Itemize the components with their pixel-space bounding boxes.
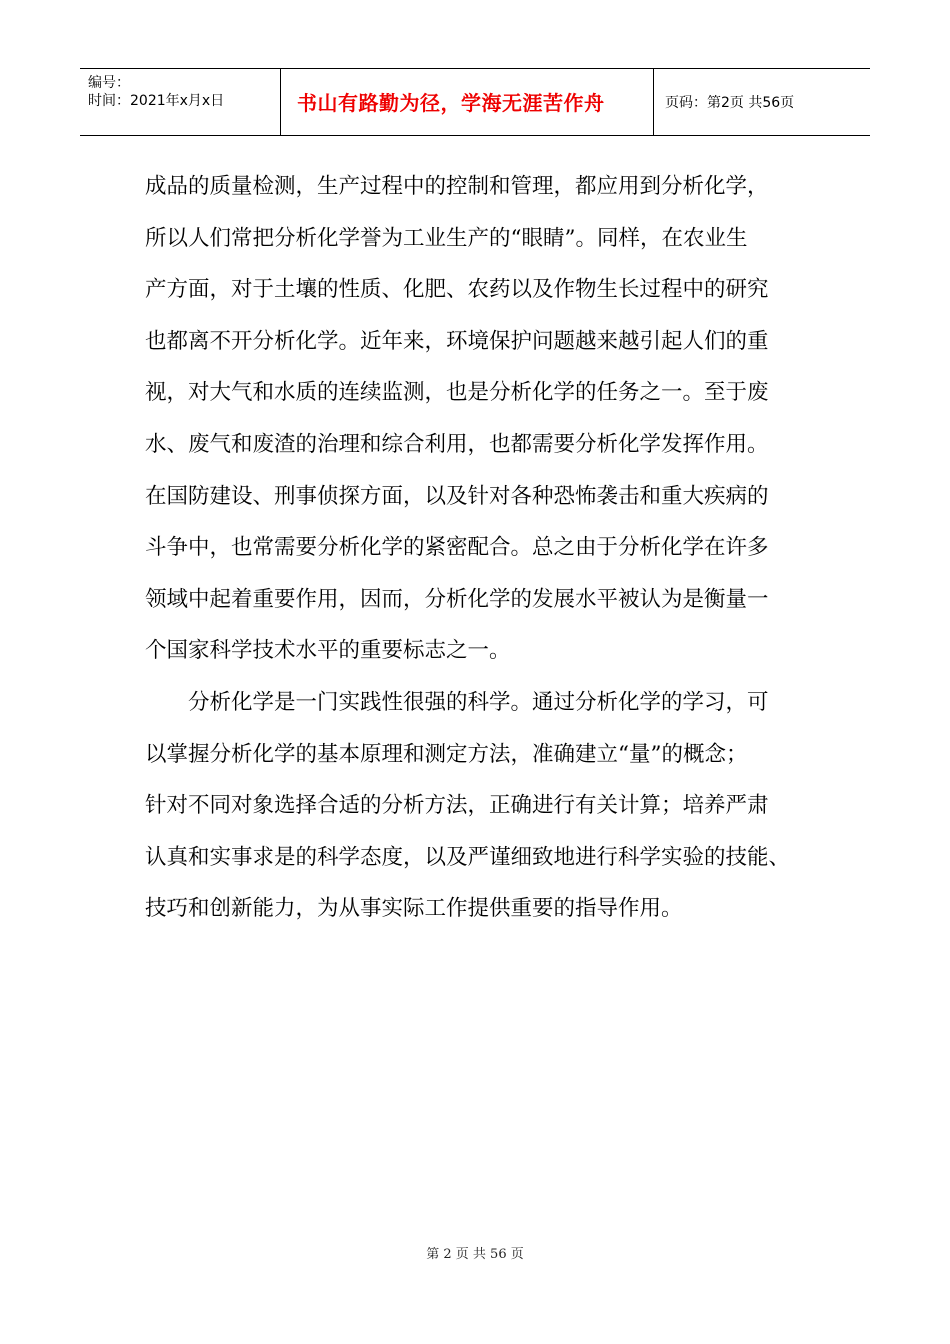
body-line: 也都离不开分析化学。近年来，环境保护问题越来越引起人们的重 (145, 328, 769, 354)
header-right-cell (654, 69, 870, 135)
body-line: 分析化学是一门实践性很强的科学。通过分析化学的学习，可 (188, 689, 769, 715)
number-label: 编号： (88, 75, 130, 91)
body-line: 斗争中，也常需要分析化学的紧密配合。总之由于分析化学在许多 (145, 535, 769, 561)
body-line: 个国家科学技术水平的重要标志之一。 (145, 638, 511, 664)
time-label: 时间：2021年x月x日 (88, 93, 225, 109)
body-line: 在国防建设、刑事侦探方面，以及针对各种恐怖袭击和重大疾病的 (145, 483, 769, 509)
header-motto-cell (281, 69, 654, 135)
body-line: 认真和实事求是的科学态度，以及严谨细致地进行科学实验的技能、 (145, 844, 791, 870)
document-body (145, 161, 835, 935)
page-header (80, 68, 870, 136)
body-line: 针对不同对象选择合适的分析方法，正确进行有关计算；培养严肃 (145, 793, 769, 819)
body-line: 以掌握分析化学的基本原理和测定方法，准确建立“量”的概念； (145, 741, 748, 767)
page-footer: 第 2 页 共 56 页 (426, 1247, 524, 1262)
body-line: 技巧和创新能力，为从事实际工作提供重要的指导作用。 (145, 896, 683, 922)
body-line: 水、废气和废渣的治理和综合利用，也都需要分析化学发挥作用。 (145, 431, 769, 457)
body-line: 所以人们常把分析化学誉为工业生产的“眼睛”。同样，在农业生 (145, 225, 748, 251)
header-motto: 书山有路勤为径，学海无涯苦作舟 (297, 91, 605, 115)
body-line: 领域中起着重要作用，因而，分析化学的发展水平被认为是衡量一 (145, 586, 769, 612)
body-line: 产方面，对于土壤的性质、化肥、农药以及作物生长过程中的研究 (145, 277, 769, 303)
header-left-cell (80, 69, 281, 135)
header-page-info: 页码：第2页 共56页 (665, 95, 795, 111)
body-line: 成品的质量检测，生产过程中的控制和管理，都应用到分析化学， (145, 174, 769, 199)
body-line: 视，对大气和水质的连续监测，也是分析化学的任务之一。至于废 (145, 380, 769, 406)
